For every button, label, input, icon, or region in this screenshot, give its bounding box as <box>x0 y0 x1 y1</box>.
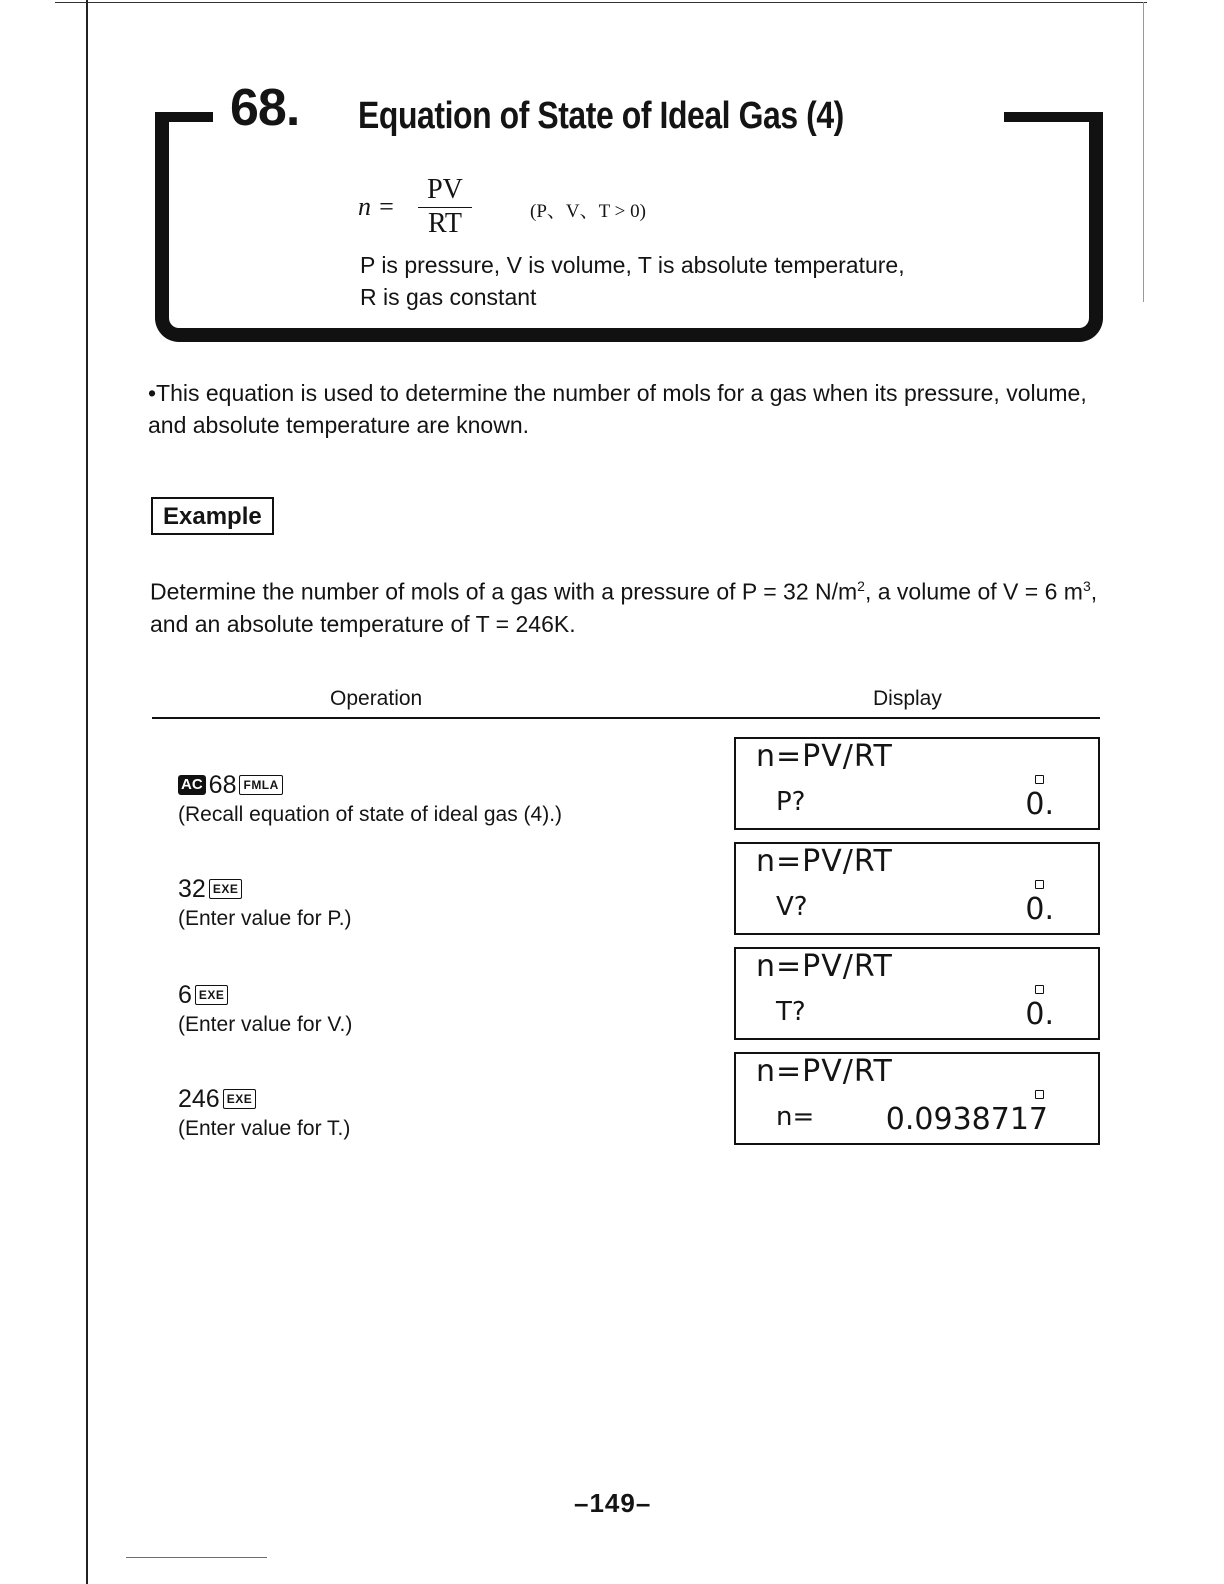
lcd-value: 0. <box>1025 787 1054 822</box>
lcd-value: 0.0938717 <box>885 1102 1048 1137</box>
fmla-key: FMLA <box>239 775 282 795</box>
lcd-value: 0. <box>1025 997 1054 1032</box>
key-sequence <box>178 770 562 800</box>
lcd-indicator-icon <box>1035 985 1044 994</box>
lcd-prompt: n= <box>776 1102 815 1132</box>
description-line-1: P is pressure, V is volume, T is absolute temperature, <box>360 252 905 278</box>
lcd-formula: n=PV/RT <box>756 1054 893 1089</box>
formula-numerator: PV <box>427 174 463 205</box>
variable-description <box>360 249 905 313</box>
operation-header: Operation <box>330 687 423 710</box>
step-note: (Enter value for P.) <box>178 907 352 930</box>
ac-key: AC <box>178 775 206 795</box>
lcd-display-3 <box>734 947 1100 1040</box>
key-digits: 246 <box>178 1085 220 1113</box>
footer-rule <box>126 1557 267 1558</box>
problem-suffix: , and an absolute temperature of T = 246K. <box>150 578 1098 637</box>
key-digits: 68 <box>208 771 237 799</box>
exe-key: EXE <box>195 985 229 1005</box>
exe-key: EXE <box>209 879 243 899</box>
lcd-value: 0. <box>1025 892 1054 927</box>
step-note: (Enter value for V.) <box>178 1013 353 1036</box>
problem-middle: , a volume of V = 6 m <box>864 578 1083 605</box>
operation-step-4 <box>178 1084 350 1142</box>
key-sequence <box>178 874 352 904</box>
step-note: (Enter value for T.) <box>178 1117 351 1140</box>
intro-paragraph: •This equation is used to determine the number of mols for a gas when its pressure, volume, and absolute temperature are known. <box>148 380 1087 438</box>
lcd-indicator-icon <box>1035 880 1044 889</box>
example-label: Example <box>151 497 274 535</box>
frame-top-right-bar <box>1004 112 1103 122</box>
section-title: Equation of State of Ideal Gas (4) <box>358 95 844 137</box>
lcd-display-2 <box>734 842 1100 935</box>
exe-key: EXE <box>223 1089 257 1109</box>
lcd-prompt: T? <box>776 997 806 1027</box>
operation-step-1 <box>178 770 562 828</box>
key-sequence <box>178 1084 350 1114</box>
lcd-prompt: V? <box>776 892 808 922</box>
problem-prefix: Determine the number of mols of a gas with a pressure of P = 32 N/m <box>150 578 858 605</box>
page-top-rule <box>55 2 1147 3</box>
problem-sup-2: 3 <box>1082 578 1091 594</box>
formula-lhs: n = <box>358 192 396 221</box>
lcd-formula: n=PV/RT <box>756 739 893 774</box>
problem-statement <box>150 570 1110 640</box>
binding-edge <box>86 0 88 1584</box>
key-digits: 6 <box>178 981 192 1009</box>
lcd-display-1 <box>734 737 1100 830</box>
lcd-display-4 <box>734 1052 1100 1145</box>
section-number: 68. <box>230 79 300 137</box>
display-header: Display <box>873 687 942 710</box>
lcd-indicator-icon <box>1035 1090 1044 1099</box>
page-right-edge <box>1143 2 1144 302</box>
key-digits: 32 <box>178 875 206 903</box>
page-number: –149– <box>574 1488 652 1518</box>
formula-condition: (P、V、T > 0) <box>530 201 646 222</box>
operation-step-3 <box>178 980 352 1038</box>
step-note: (Recall equation of state of ideal gas (4).) <box>178 803 563 826</box>
lcd-prompt: P? <box>776 787 806 817</box>
lcd-formula: n=PV/RT <box>756 844 893 879</box>
lcd-indicator-icon <box>1035 775 1044 784</box>
formula-denominator: RT <box>427 208 463 239</box>
formula-fraction <box>418 174 472 240</box>
description-line-2: R is gas constant <box>360 284 537 310</box>
lcd-formula: n=PV/RT <box>756 949 893 984</box>
problem-sup-1: 2 <box>857 578 865 594</box>
frame-top-left-bar <box>155 112 213 122</box>
table-header-rule <box>152 717 1100 719</box>
operation-step-2 <box>178 874 352 932</box>
key-sequence <box>178 980 352 1010</box>
